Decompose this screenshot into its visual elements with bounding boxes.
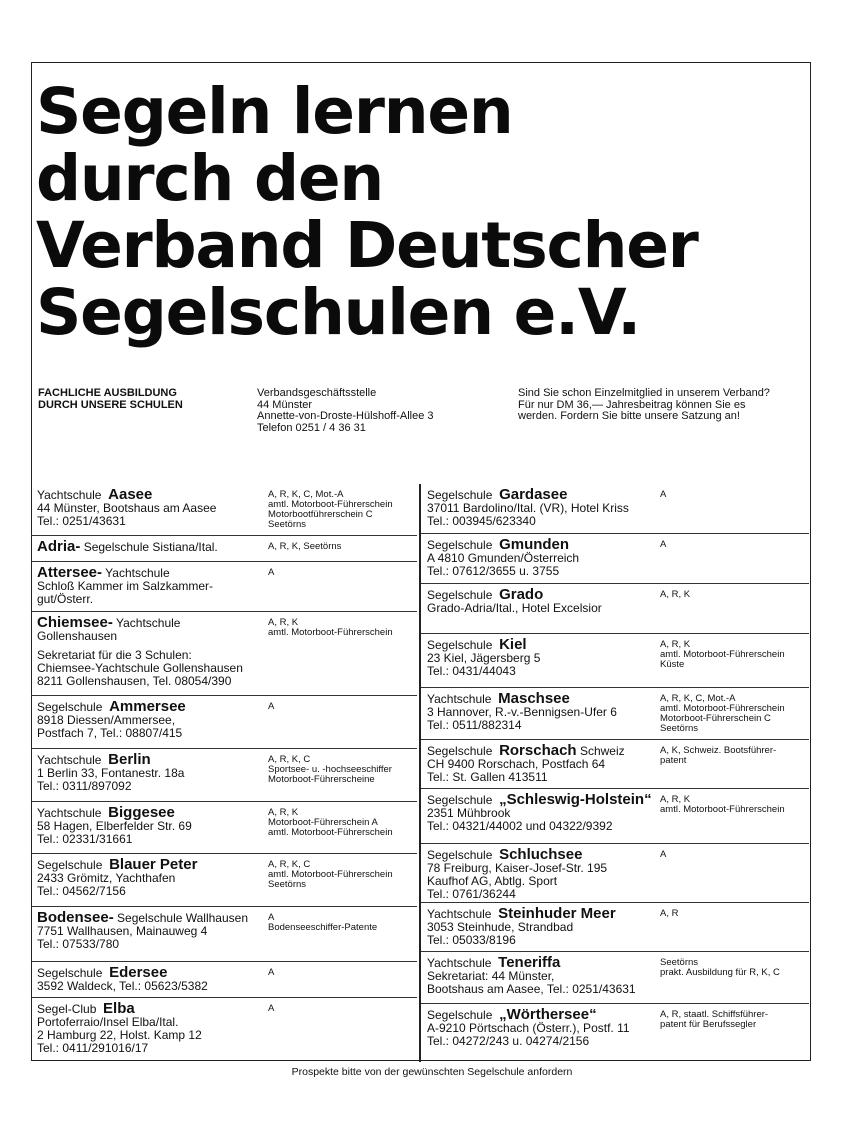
school-address-line: Tel.: St. Gallen 413511 <box>427 770 548 784</box>
school-entry <box>421 484 809 534</box>
office-address-line: Annette-von-Droste-Hülshoff-Allee 3 <box>257 410 434 422</box>
school-info <box>37 700 186 740</box>
course-offering-line: A, K, Schweiz. Bootsführer- <box>660 745 777 756</box>
headline <box>36 75 698 349</box>
course-offering-line: Seetörns <box>660 957 699 968</box>
school-info <box>427 538 579 578</box>
school-type: Yachtschule <box>427 956 492 970</box>
school-address-line: Portoferraio/Insel Elba/Ital. <box>37 1015 179 1029</box>
school-address-line: Gollenshausen <box>37 629 118 643</box>
school-location: Segelschule Sistiana/Ital. <box>83 540 218 554</box>
course-offerings <box>660 590 690 600</box>
school-name: Adria- <box>37 538 81 555</box>
course-offerings <box>268 860 393 890</box>
school-info <box>427 907 616 947</box>
course-offering-line: A, R, K, C <box>268 859 311 870</box>
school-entry <box>31 749 417 802</box>
headline-line: Segeln lernen <box>36 75 513 148</box>
school-name: Blauer Peter <box>109 856 198 873</box>
school-name: Biggesee <box>108 804 175 821</box>
school-address-line: 3053 Steinhude, Strandbad <box>427 920 574 934</box>
school-info <box>37 806 192 846</box>
school-address-line: Kaufhof AG, Abtlg. Sport <box>427 874 558 888</box>
school-address-line: 2351 Mühbrook <box>427 806 511 820</box>
course-offering-line: amtl. Motorboot-Führerschein <box>660 804 785 815</box>
school-heading <box>427 692 617 706</box>
school-name: „Wörthersee“ <box>499 1006 597 1023</box>
school-heading <box>37 911 248 925</box>
school-heading <box>37 806 192 820</box>
course-offerings <box>268 808 393 838</box>
school-type: Segelschule <box>427 638 493 652</box>
school-address-line: Tel.: 0311/897092 <box>37 779 132 793</box>
course-offerings <box>660 490 666 500</box>
school-address-line: 23 Kiel, Jägersberg 5 <box>427 651 541 665</box>
school-heading <box>427 538 579 552</box>
school-entry <box>31 998 417 1062</box>
membership-note-line: Für nur DM 36,— Jahresbeitrag können Sie es <box>518 398 746 411</box>
school-entry <box>31 696 417 749</box>
course-offering-line: Seetörns <box>660 723 699 734</box>
course-offering-line: Sportsee- u. -hochseeschiffer <box>268 764 392 775</box>
school-address-line: 1 Berlin 33, Fontanestr. 18a <box>37 766 185 780</box>
school-heading <box>427 956 636 970</box>
school-name: Attersee- <box>37 564 103 581</box>
course-offerings <box>660 694 785 734</box>
headline-line: Verband Deutscher <box>36 209 698 282</box>
course-offering-line: A <box>268 1003 275 1014</box>
course-offering-line: Motorboot-Führerscheine <box>268 774 375 785</box>
school-type: Segelschule <box>427 538 493 552</box>
school-entry <box>31 907 417 962</box>
school-name: Rorschach <box>499 742 577 759</box>
school-address-line: CH 9400 Rorschach, Postfach 64 <box>427 757 606 771</box>
school-entry <box>421 952 809 1004</box>
course-offering-line: Motorbootführerschein C <box>268 509 373 520</box>
school-info <box>427 744 625 784</box>
school-address-line: 2 Hamburg 22, Holst. Kamp 12 <box>37 1028 202 1042</box>
course-offering-line: A <box>268 701 275 712</box>
course-offering-line: amtl. Motorboot-Führerschein <box>660 703 785 714</box>
school-type: Segel-Club <box>37 1002 97 1016</box>
course-offering-line: A, R, K <box>660 639 691 650</box>
course-offering-line: Küste <box>660 659 685 670</box>
course-offering-line: Motorboot-Führerschein A <box>268 817 378 828</box>
school-heading <box>427 588 602 602</box>
school-location: Yachtschule <box>116 616 181 630</box>
course-offering-line: A, R, K, C <box>268 754 311 765</box>
course-offerings <box>660 540 666 550</box>
school-entry <box>31 612 417 696</box>
course-offering-line: amtl. Motorboot-Führerschein <box>660 649 785 660</box>
course-offering-line: A <box>268 567 275 578</box>
school-heading <box>427 848 607 862</box>
school-entry <box>421 634 809 688</box>
school-name: Teneriffa <box>498 954 561 971</box>
school-info <box>427 793 652 833</box>
school-info <box>37 911 248 951</box>
course-offerings <box>268 755 392 785</box>
school-entry <box>421 903 809 952</box>
course-offering-line: Motorboot-Führerschein C <box>660 713 771 724</box>
course-offering-line: amtl. Motorboot-Führerschein <box>268 499 393 510</box>
school-heading <box>427 907 616 921</box>
school-info <box>427 692 617 732</box>
school-type: Segelschule <box>37 858 103 872</box>
school-heading <box>37 1002 202 1016</box>
school-heading <box>37 966 208 980</box>
secretariat-line: Chiemsee-Yachtschule Gollenshausen <box>37 661 243 675</box>
school-name: Ammersee <box>109 698 186 715</box>
course-offerings <box>660 795 785 815</box>
course-offering-line: patent <box>660 755 687 766</box>
course-offering-line: A, R, K <box>268 807 299 818</box>
school-address-line: Tel.: 07533/780 <box>37 937 120 951</box>
course-offering-line: A, R, staatl. Schiffsführer- <box>660 1009 769 1020</box>
school-type: Segelschule <box>427 848 493 862</box>
school-info <box>37 566 213 606</box>
course-offerings <box>660 958 780 978</box>
course-offerings <box>268 702 274 712</box>
school-name: Elba <box>103 1000 135 1017</box>
school-type: Yachtschule <box>427 907 492 921</box>
training-label <box>38 388 183 411</box>
school-name: Gmunden <box>499 536 570 553</box>
school-info <box>427 1008 630 1048</box>
school-name: Kiel <box>499 636 527 653</box>
school-address-line: Tel.: 0761/36244 <box>427 887 516 901</box>
course-offerings <box>268 568 274 578</box>
course-offering-line: A, R, K, C, Mot.-A <box>268 489 344 500</box>
school-info <box>427 956 636 996</box>
course-offering-line: Bodenseeschiffer-Patente <box>268 922 378 933</box>
headline-line: durch den <box>36 142 384 215</box>
course-offerings <box>660 746 776 766</box>
school-type: Yachtschule <box>37 753 102 767</box>
school-address-line: Postfach 7, Tel.: 08807/415 <box>37 726 183 740</box>
school-entry <box>421 789 809 844</box>
headline-line: Segelschulen e.V. <box>36 276 641 349</box>
school-info <box>37 753 184 793</box>
school-type: Segelschule <box>427 488 493 502</box>
school-address-line: 7751 Wallhausen, Mainauweg 4 <box>37 924 208 938</box>
course-offering-line: A, R, K <box>660 794 691 805</box>
school-name: Schluchsee <box>499 846 583 863</box>
school-address-line: Tel.: 04321/44002 und 04322/9392 <box>427 819 613 833</box>
school-type: Segelschule <box>37 700 103 714</box>
course-offerings <box>268 913 377 933</box>
school-type: Segelschule <box>427 744 493 758</box>
school-info <box>427 848 607 901</box>
course-offerings <box>660 850 666 860</box>
school-entry <box>31 854 417 907</box>
school-address-line: Grado-Adria/Ital., Hotel Excelsior <box>427 601 602 615</box>
course-offering-line: A, R, K, C, Mot.-A <box>660 693 736 704</box>
course-offering-line: amtl. Motorboot-Führerschein <box>268 627 393 638</box>
school-entry <box>421 1004 809 1062</box>
school-heading <box>427 488 629 502</box>
school-address-line: Tel.: 07612/3655 u. 3755 <box>427 564 560 578</box>
course-offering-line: A <box>268 912 275 923</box>
school-location: Schweiz <box>579 744 625 758</box>
school-info <box>37 616 243 688</box>
school-entry <box>421 584 809 634</box>
course-offerings <box>660 640 785 670</box>
school-type: Yachtschule <box>37 806 102 820</box>
school-info <box>427 638 540 678</box>
office-address-line: Telefon 0251 / 4 36 31 <box>257 421 366 434</box>
school-name: Grado <box>499 586 544 603</box>
training-label-line: FACHLICHE AUSBILDUNG <box>38 387 177 399</box>
course-offerings <box>268 490 393 530</box>
school-type: Segelschule <box>427 1008 493 1022</box>
course-offering-line: amtl. Motorboot-Führerschein <box>268 869 393 880</box>
training-label-line: DURCH UNSERE SCHULEN <box>38 398 183 411</box>
school-type: Segelschule <box>427 588 493 602</box>
school-type: Segelschule <box>37 966 103 980</box>
school-info <box>37 540 218 554</box>
school-location: Yachtschule <box>105 566 170 580</box>
school-address-line: 58 Hagen, Elberfelder Str. 69 <box>37 819 192 833</box>
school-name: Bodensee- <box>37 909 114 926</box>
course-offering-line: Seetörns <box>268 519 307 530</box>
course-offering-line: A, R, K <box>660 589 691 600</box>
school-info <box>37 488 216 528</box>
footer-note: Prospekte bitte von der gewünschten Segelschule anfordern <box>291 1066 573 1078</box>
school-name: Chiemsee- <box>37 614 113 631</box>
school-address-line: 3592 Waldeck, Tel.: 05623/5382 <box>37 979 208 993</box>
membership-note <box>518 388 770 423</box>
school-address-line: Tel.: 02331/31661 <box>37 832 133 846</box>
course-offering-line: A, R <box>660 908 679 919</box>
school-address-line: A-9210 Pörtschach (Österr.), Postf. 11 <box>427 1021 630 1035</box>
school-info <box>427 488 629 528</box>
school-info <box>427 588 602 615</box>
school-address-line: Bootshaus am Aasee, Tel.: 0251/43631 <box>427 982 636 996</box>
school-name: Aasee <box>108 486 153 503</box>
course-offering-line: A <box>268 967 275 978</box>
school-address-line: 44 Münster, Bootshaus am Aasee <box>37 501 217 515</box>
school-address-line: Schloß Kammer im Salzkammer- <box>37 579 214 593</box>
course-offering-line: patent für Berufssegler <box>660 1019 757 1030</box>
school-info <box>37 1002 202 1055</box>
membership-note-line: Sind Sie schon Einzelmitglied in unserem Verband? <box>518 387 770 399</box>
school-heading <box>37 616 243 630</box>
school-location: Segelschule Wallhausen <box>117 911 248 925</box>
school-address-line: 2433 Grömitz, Yachthafen <box>37 871 176 885</box>
school-entry <box>31 802 417 854</box>
school-address-line: Tel.: 04272/243 u. 04274/2156 <box>427 1034 590 1048</box>
course-offerings <box>268 968 274 978</box>
course-offering-line: A <box>660 539 667 550</box>
school-entry <box>31 484 417 536</box>
school-address-line: Tel.: 0511/882314 <box>427 718 522 732</box>
course-offering-line: A <box>660 849 667 860</box>
school-heading <box>427 638 540 652</box>
school-heading <box>427 744 625 758</box>
school-address-line: Tel.: 0251/43631 <box>37 514 126 528</box>
school-address-line: Tel.: 0411/291016/17 <box>37 1041 149 1055</box>
school-info <box>37 858 197 898</box>
school-name: Steinhuder Meer <box>498 905 616 922</box>
school-address-line: 3 Hannover, R.-v.-Bennigsen-Ufer 6 <box>427 705 617 719</box>
school-type: Yachtschule <box>37 488 102 502</box>
school-entry <box>421 844 809 903</box>
school-address-line: A 4810 Gmunden/Österreich <box>427 551 580 565</box>
membership-note-line: werden. Fordern Sie bitte unsere Satzung an! <box>518 410 740 422</box>
school-address-line: Tel.: 04562/7156 <box>37 884 126 898</box>
school-address-line: 37011 Bardolino/Ital. (VR), Hotel Kriss <box>427 501 629 515</box>
school-address-line: Sekretariat: 44 Münster, <box>427 969 555 983</box>
course-offering-line: A, R, K <box>268 617 299 628</box>
school-name: Maschsee <box>498 690 570 707</box>
school-heading <box>37 488 216 502</box>
school-address-line: gut/Österr. <box>37 592 94 606</box>
school-address-line: 8918 Diessen/Ammersee, <box>37 713 176 727</box>
school-entry <box>421 534 809 584</box>
course-offerings <box>268 1004 274 1014</box>
school-entry <box>421 688 809 740</box>
school-heading <box>427 793 652 807</box>
secretariat-line: Sekretariat für die 3 Schulen: <box>37 648 192 662</box>
school-address-line: Tel.: 0431/44043 <box>427 664 516 678</box>
school-name: Edersee <box>109 964 168 981</box>
school-heading <box>37 753 184 767</box>
course-offerings <box>660 1010 768 1030</box>
school-address-line: Tel.: 003945/623340 <box>427 514 536 528</box>
course-offering-line: Seetörns <box>268 879 307 890</box>
secretariat-line: 8211 Gollenshausen, Tel. 08054/390 <box>37 674 232 688</box>
office-address-line: Verbandsgeschäftsstelle <box>257 387 377 399</box>
school-heading <box>37 858 197 872</box>
school-heading <box>37 700 186 714</box>
school-heading <box>37 540 218 554</box>
school-entry <box>31 536 417 562</box>
course-offerings <box>660 909 678 919</box>
school-info <box>37 966 208 993</box>
school-type: Yachtschule <box>427 692 492 706</box>
school-entry <box>31 562 417 612</box>
school-heading <box>37 566 213 580</box>
school-entry <box>421 740 809 789</box>
school-type: Segelschule <box>427 793 493 807</box>
school-listing <box>31 484 811 1062</box>
school-address-line: Tel.: 05033/8196 <box>427 933 516 947</box>
course-offering-line: prakt. Ausbildung für R, K, C <box>660 967 780 978</box>
office-address-line: 44 Münster <box>257 398 313 411</box>
school-address-line: 78 Freiburg, Kaiser-Josef-Str. 195 <box>427 861 608 875</box>
course-offerings <box>268 542 341 552</box>
course-offering-line: A <box>660 489 667 500</box>
office-address <box>257 388 434 434</box>
school-name: „Schleswig-Holstein“ <box>499 791 652 808</box>
school-heading <box>427 1008 630 1022</box>
school-name: Gardasee <box>499 486 568 503</box>
school-entry <box>31 962 417 998</box>
course-offering-line: amtl. Motorboot-Führerschein <box>268 827 393 838</box>
course-offering-line: A, R, K, Seetörns <box>268 541 342 552</box>
school-name: Berlin <box>108 751 151 768</box>
course-offerings <box>268 618 393 638</box>
